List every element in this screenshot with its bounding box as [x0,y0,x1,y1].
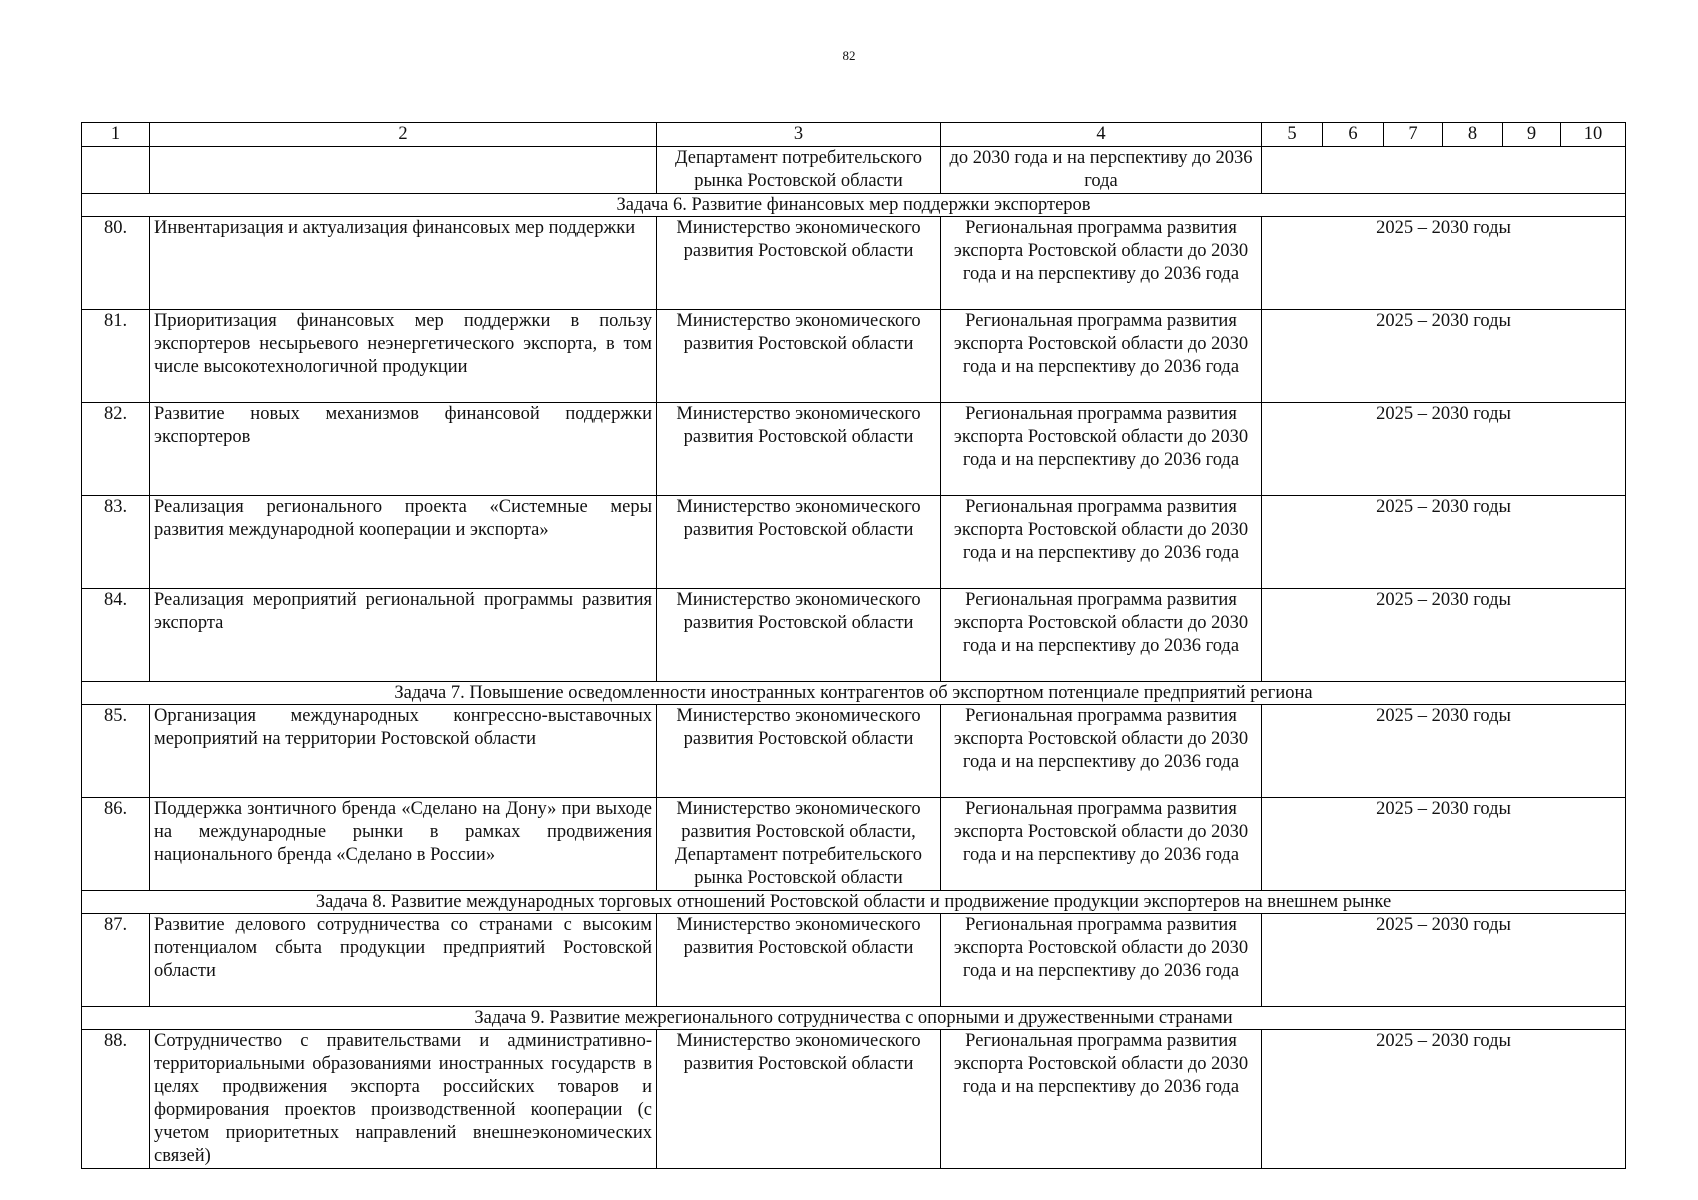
executor-cell: Министерство экономического развития Ростовской области [657,589,941,682]
measure-cell [150,147,657,194]
row-number-cell: 88. [82,1030,150,1169]
table-row [82,589,1626,682]
column-number-header [82,123,1626,147]
basis-cell: Региональная программа развития экспорта Ростовской области до 2030 года и на перспективу до 2036 года [941,798,1262,891]
basis-cell: Региональная программа развития экспорта Ростовской области до 2030 года и на перспективу до 2036 года [941,1030,1262,1169]
table-row-continuation [82,147,1626,194]
task-heading-row [82,1007,1626,1030]
column-header: 8 [1443,123,1503,147]
row-number-cell: 85. [82,705,150,798]
row-number-cell: 81. [82,310,150,403]
period-cell: 2025 – 2030 годы [1262,217,1626,310]
row-number-cell: 83. [82,496,150,589]
row-number-cell: 80. [82,217,150,310]
measure-cell: Поддержка зонтичного бренда «Сделано на Дону» при выходе на международные рынки в рамках продвижения национального бренда «Сделано в России» [150,798,657,891]
period-cell: 2025 – 2030 годы [1262,403,1626,496]
measure-cell: Развитие новых механизмов финансовой поддержки экспортеров [150,403,657,496]
basis-cell: Региональная программа развития экспорта Ростовской области до 2030 года и на перспективу до 2036 года [941,589,1262,682]
column-header: 2 [150,123,657,147]
basis-cell: Региональная программа развития экспорта Ростовской области до 2030 года и на перспективу до 2036 года [941,403,1262,496]
task-heading-row [82,891,1626,914]
measure-cell: Инвентаризация и актуализация финансовых мер поддержки [150,217,657,310]
row-number-cell: 87. [82,914,150,1007]
period-cell: 2025 – 2030 годы [1262,705,1626,798]
table-row [82,310,1626,403]
measure-cell: Реализация мероприятий региональной программы развития экспорта [150,589,657,682]
task-heading-row [82,194,1626,217]
measure-cell: Организация международных конгрессно-выставочных мероприятий на территории Ростовской области [150,705,657,798]
column-header: 10 [1561,123,1626,147]
column-header: 1 [82,123,150,147]
column-header: 9 [1503,123,1561,147]
basis-cell: Региональная программа развития экспорта Ростовской области до 2030 года и на перспективу до 2036 года [941,310,1262,403]
period-cell [1262,147,1626,194]
task-heading: Задача 8. Развитие международных торговых отношений Ростовской области и продвижение продукции экспортеров на внешнем рынке [82,891,1626,914]
column-header: 7 [1384,123,1443,147]
period-cell: 2025 – 2030 годы [1262,589,1626,682]
task-heading-row [82,682,1626,705]
basis-cell: Региональная программа развития экспорта Ростовской области до 2030 года и на перспективу до 2036 года [941,496,1262,589]
basis-cell: Региональная программа развития экспорта Ростовской области до 2030 года и на перспективу до 2036 года [941,914,1262,1007]
column-header: 3 [657,123,941,147]
executor-cell: Министерство экономического развития Ростовской области [657,705,941,798]
row-number-cell: 82. [82,403,150,496]
measure-cell: Приоритизация финансовых мер поддержки в пользу экспортеров несырьевого неэнергетического экспорта, в том числе высокотехнологичной продукции [150,310,657,403]
row-number-cell: 86. [82,798,150,891]
executor-cell: Министерство экономического развития Ростовской области [657,914,941,1007]
period-cell: 2025 – 2030 годы [1262,496,1626,589]
basis-cell: Региональная программа развития экспорта Ростовской области до 2030 года и на перспективу до 2036 года [941,217,1262,310]
executor-cell: Министерство экономического развития Ростовской области [657,403,941,496]
executor-cell: Министерство экономического развития Ростовской области [657,1030,941,1169]
measures-table [81,122,1626,1169]
table-row [82,217,1626,310]
column-header: 5 [1262,123,1323,147]
measure-cell: Реализация регионального проекта «Системные меры развития международной кооперации и экспорта» [150,496,657,589]
executor-cell: Министерство экономического развития Ростовской области [657,496,941,589]
period-cell: 2025 – 2030 годы [1262,310,1626,403]
table-row [82,705,1626,798]
basis-cell: до 2030 года и на перспективу до 2036 года [941,147,1262,194]
task-heading: Задача 6. Развитие финансовых мер поддержки экспортеров [82,194,1626,217]
executor-cell: Министерство экономического развития Ростовской области [657,310,941,403]
executor-cell: Министерство экономического развития Ростовской области, Департамент потребительского рынка Ростовской области [657,798,941,891]
table-row [82,798,1626,891]
period-cell: 2025 – 2030 годы [1262,914,1626,1007]
table-row [82,1030,1626,1169]
table-row [82,403,1626,496]
row-number-cell: 84. [82,589,150,682]
period-cell: 2025 – 2030 годы [1262,798,1626,891]
basis-cell: Региональная программа развития экспорта Ростовской области до 2030 года и на перспективу до 2036 года [941,705,1262,798]
table-row [82,496,1626,589]
row-number-cell [82,147,150,194]
column-header: 6 [1323,123,1384,147]
executor-cell: Министерство экономического развития Ростовской области [657,217,941,310]
task-heading: Задача 7. Повышение осведомленности иностранных контрагентов об экспортном потенциале предприятий региона [82,682,1626,705]
measure-cell: Сотрудничество с правительствами и административно-территориальными образованиями иностранных государств в целях продвижения экспорта российских товаров и формирования проектов производственной кооперации (с учетом приоритетных направлений внешнеэкономических связей) [150,1030,657,1169]
period-cell: 2025 – 2030 годы [1262,1030,1626,1169]
table-row [82,914,1626,1007]
task-heading: Задача 9. Развитие межрегионального сотрудничества с опорными и дружественными странами [82,1007,1626,1030]
measure-cell: Развитие делового сотрудничества со странами с высоким потенциалом сбыта продукции предприятий Ростовской области [150,914,657,1007]
page-number: 82 [842,48,856,63]
executor-cell: Департамент потребительского рынка Ростовской области [657,147,941,194]
column-header: 4 [941,123,1262,147]
